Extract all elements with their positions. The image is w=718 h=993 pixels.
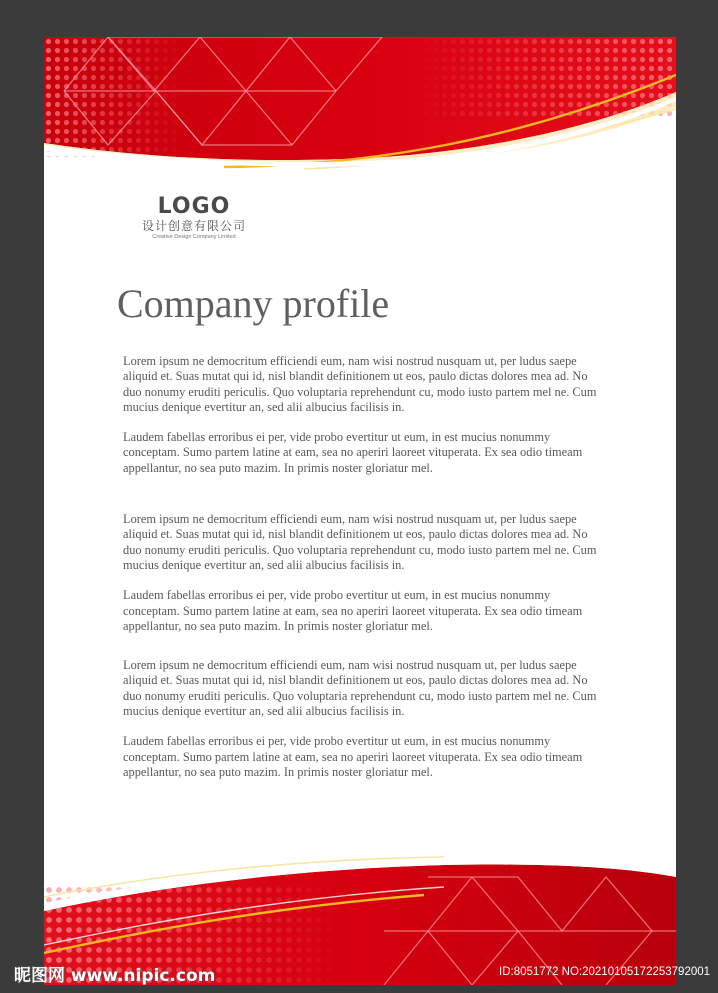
watermark-site: 昵图网 www.nipic.com <box>14 966 216 986</box>
paragraph: Laudem fabellas erroribus ei per, vide probo evertitur ut eum, in est mucius nonummy conceptam. Sumo partem latine at eam, sea no aperiri laoreet vituperata. Ex sea odio timeam appellantur, no sea puto mazim. In primis noster gloriatur mel. <box>123 430 583 475</box>
top-red-banner <box>44 37 676 207</box>
letterhead-page <box>44 37 676 985</box>
logo-company-name-en: Creative Design Company Limited <box>152 234 236 240</box>
paragraph: Lorem ipsum ne democritum efficiendi eum, nam wisi nostrud nusquam ut, per ludus saepe aliquid et. Suas mutat qui id, nisl blandit definitionem ut eos, paulo dictas dolores mea ad. No duo nonumy eruditi periculis. Quo voluptaria reprehendunt cu, modo iusto partem mel ne. Cum mucius denique evertitur an, sed alii albucius facilisis in. <box>123 512 597 572</box>
company-logo <box>132 195 256 241</box>
paragraph: Laudem fabellas erroribus ei per, vide probo evertitur ut eum, in est mucius nonummy conceptam. Sumo partem latine at eam, sea no aperiri laoreet vituperata. Ex sea odio timeam appellantur, no sea puto mazim. In primis noster gloriatur mel. <box>123 734 583 779</box>
logo-wordmark: LOGO <box>157 194 231 219</box>
page-title: Company profile <box>117 281 390 326</box>
paragraph: Lorem ipsum ne democritum efficiendi eum, nam wisi nostrud nusquam ut, per ludus saepe aliquid et. Suas mutat qui id, nisl blandit definitionem ut eos, paulo dictas dolores mea ad. No duo nonumy eruditi periculis. Quo voluptaria reprehendunt cu, modo iusto partem mel ne. Cum mucius denique evertitur an, sed alii albucius facilisis in. <box>123 354 597 414</box>
watermark-id: ID:8051772 NO:20210105172253792001 <box>499 966 711 978</box>
paragraph: Lorem ipsum ne democritum efficiendi eum, nam wisi nostrud nusquam ut, per ludus saepe aliquid et. Suas mutat qui id, nisl blandit definitionem ut eos, paulo dictas dolores mea ad. No duo nonumy eruditi periculis. Quo voluptaria reprehendunt cu, modo iusto partem mel ne. Cum mucius denique evertitur an, sed alii albucius facilisis in. <box>123 658 597 719</box>
body-text <box>123 354 603 780</box>
paragraph: Laudem fabellas erroribus ei per, vide probo evertitur ut eum, in est mucius nonummy conceptam. Sumo partem latine at eam, sea no aperiri laoreet vituperata. Ex sea odio timeam appellantur, no sea puto mazim. In primis noster gloriatur mel. <box>123 588 583 633</box>
logo-company-name-cn: 设计创意有限公司 <box>141 219 246 233</box>
